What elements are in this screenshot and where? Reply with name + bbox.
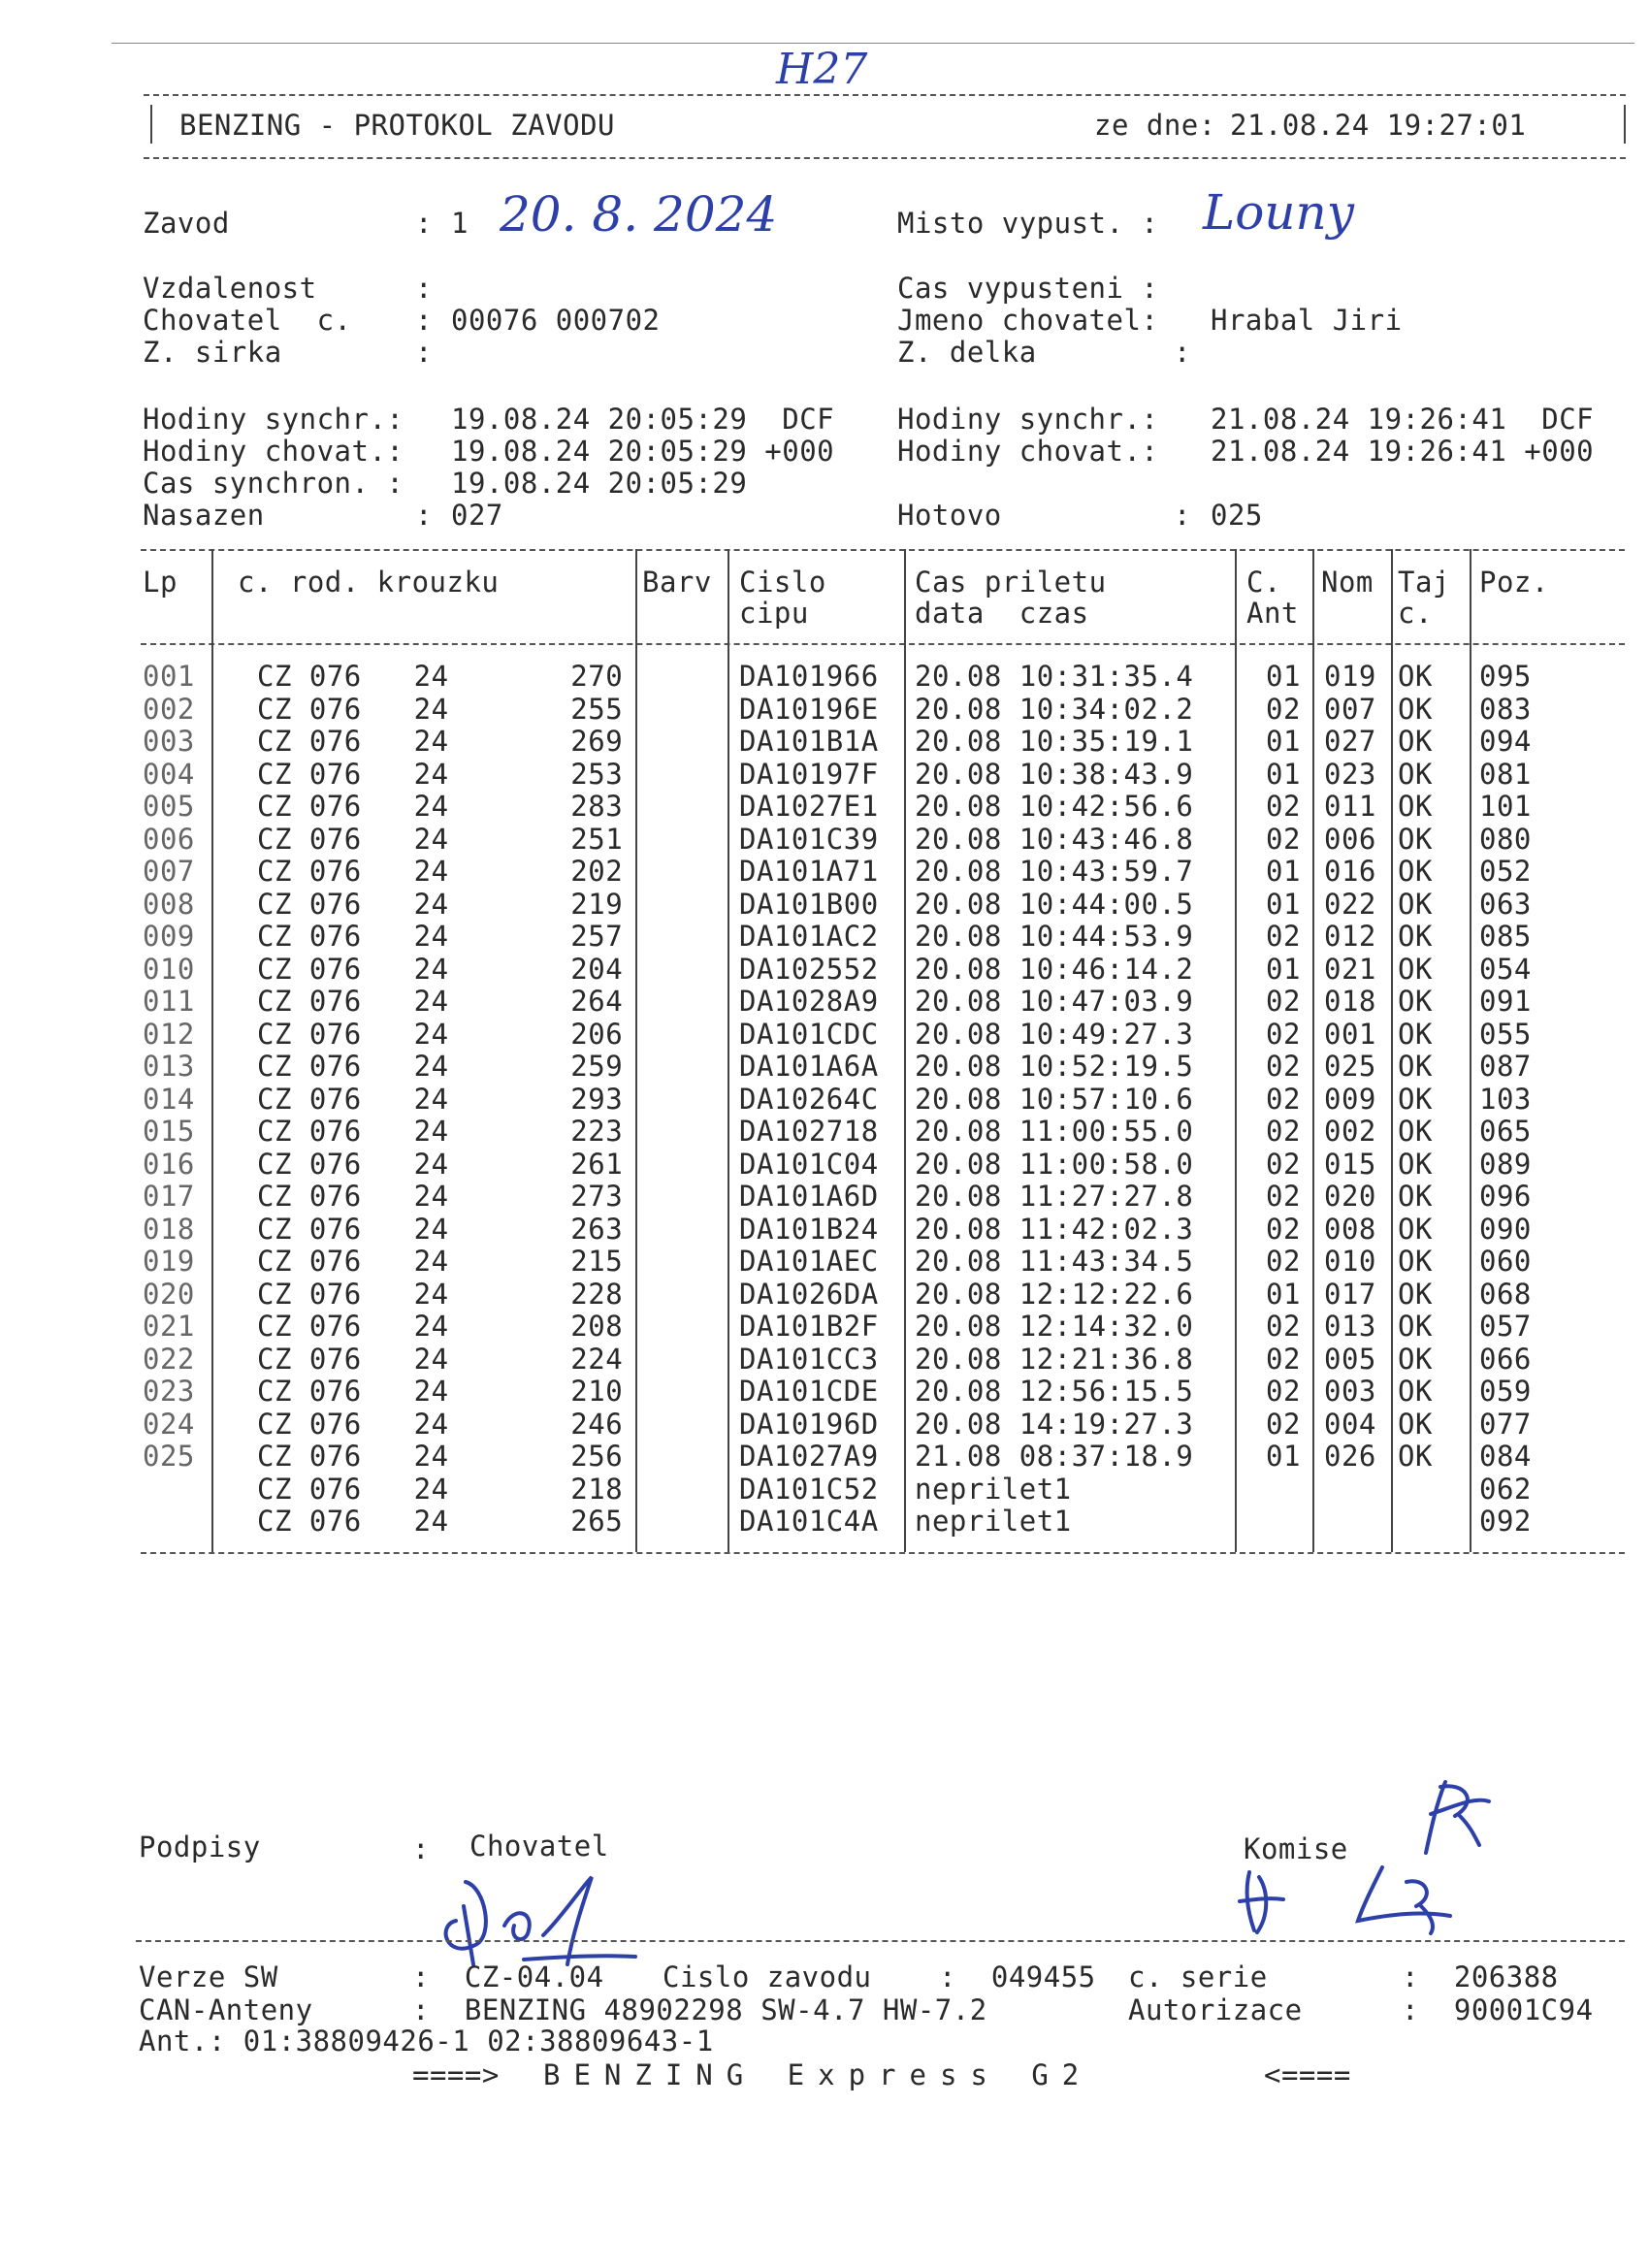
row-ring: CZ 076 24 253 — [257, 757, 624, 791]
row-ring: CZ 076 24 228 — [257, 1277, 624, 1311]
row-chip: DA101B2F — [739, 1310, 879, 1343]
komise-signature-2 — [1230, 1863, 1288, 1940]
protocol-title: BENZING - PROTOKOL ZAVODU — [179, 109, 615, 142]
row-ant: 02 — [1266, 1310, 1301, 1343]
row-ring: CZ 076 24 251 — [257, 822, 624, 856]
col-divider-taj — [1470, 549, 1471, 1552]
row-chip: DA1028A9 — [739, 985, 879, 1018]
row-ant: 02 — [1266, 1115, 1301, 1148]
col-header-ant: Ant — [1246, 597, 1299, 630]
table-header-rule — [141, 643, 1625, 645]
row-ring: CZ 076 24 215 — [257, 1245, 624, 1278]
col-header-nom: Nom — [1321, 566, 1374, 599]
table-top-rule — [141, 549, 1625, 551]
row-lp: 012 — [143, 1017, 195, 1051]
row-ant: 01 — [1266, 757, 1301, 791]
can-anteny-label: CAN-Anteny — [139, 1993, 313, 2026]
row-ring: CZ 076 24 223 — [257, 1115, 624, 1148]
row-taj: OK — [1398, 1050, 1433, 1083]
row-poz: 101 — [1479, 790, 1532, 823]
row-nom: 002 — [1324, 1115, 1376, 1148]
row-chip: DA101AC2 — [739, 920, 879, 953]
row-ring: CZ 076 24 265 — [257, 1505, 624, 1538]
header-date-value: 21.08.24 19:27:01 — [1230, 109, 1527, 142]
row-lp: 001 — [143, 660, 195, 693]
podpisy-sep: : — [412, 1832, 430, 1865]
row-chip: DA101A71 — [739, 855, 879, 888]
row-poz: 063 — [1479, 887, 1532, 921]
row-chip: DA101B00 — [739, 887, 879, 921]
zavod-value: 1 — [451, 207, 469, 240]
col-divider-ring — [635, 549, 637, 1552]
row-nom: 005 — [1324, 1342, 1376, 1376]
can-anteny-value: : BENZING 48902298 SW-4.7 HW-7.2 — [412, 1993, 987, 2026]
row-lp: 002 — [143, 692, 195, 726]
row-ring: CZ 076 24 208 — [257, 1310, 624, 1343]
row-nom: 017 — [1324, 1277, 1376, 1311]
row-time: 20.08 14:19:27.3 — [915, 1407, 1194, 1441]
row-taj: OK — [1398, 1245, 1433, 1278]
row-ant: 02 — [1266, 1147, 1301, 1181]
col-divider-time — [1235, 549, 1237, 1552]
row-taj: OK — [1398, 1147, 1433, 1181]
row-ring: CZ 076 24 259 — [257, 1050, 624, 1083]
row-taj: OK — [1398, 1180, 1433, 1213]
row-taj: OK — [1398, 822, 1433, 856]
nasazen-label: Nasazen — [143, 499, 265, 532]
col-header-krouzek: c. rod. krouzku — [238, 566, 500, 599]
delka-sep: : — [1174, 336, 1191, 369]
row-chip: DA10196E — [739, 692, 879, 726]
handwritten-place: Louny — [1203, 184, 1354, 241]
row-time: 20.08 10:49:27.3 — [915, 1017, 1194, 1051]
row-time: neprilet1 — [915, 1505, 1072, 1538]
row-taj: OK — [1398, 1342, 1433, 1376]
row-ant: 02 — [1266, 920, 1301, 953]
row-ring: CZ 076 24 210 — [257, 1375, 624, 1408]
row-poz: 081 — [1479, 757, 1532, 791]
hotovo-label: Hotovo — [897, 499, 1002, 532]
row-nom: 019 — [1324, 660, 1376, 693]
row-time: 20.08 10:52:19.5 — [915, 1050, 1194, 1083]
row-lp: 006 — [143, 822, 195, 856]
row-ring: CZ 076 24 206 — [257, 1017, 624, 1051]
row-taj: OK — [1398, 1440, 1433, 1473]
footer-rule — [136, 1940, 1625, 1942]
row-time: 20.08 12:14:32.0 — [915, 1310, 1194, 1343]
misto-label: Misto vypust. : — [897, 207, 1159, 240]
row-time: 20.08 11:43:34.5 — [915, 1245, 1194, 1278]
row-lp: 019 — [143, 1245, 195, 1278]
handwritten-top-label: H27 — [776, 45, 868, 94]
komise-signature-1 — [1377, 1777, 1494, 1855]
row-poz: 083 — [1479, 692, 1532, 726]
row-chip: DA1026DA — [739, 1277, 879, 1311]
row-chip: DA101C04 — [739, 1147, 879, 1181]
serie-label: c. serie — [1128, 1960, 1268, 1993]
row-nom: 013 — [1324, 1310, 1376, 1343]
row-poz: 066 — [1479, 1342, 1532, 1376]
row-poz: 096 — [1479, 1180, 1532, 1213]
row-lp: 011 — [143, 985, 195, 1018]
right-synchr-label: Hodiny synchr.: — [897, 403, 1159, 436]
row-ant: 01 — [1266, 952, 1301, 986]
row-lp: 017 — [143, 1180, 195, 1213]
autorizace-value: : 90001C94 — [1402, 1993, 1594, 2026]
delka-label: Z. delka — [897, 336, 1037, 369]
row-nom: 023 — [1324, 757, 1376, 791]
right-synchr-value: 21.08.24 19:26:41 DCF — [1211, 403, 1595, 436]
verze-sw-label: Verze SW — [139, 1960, 278, 1993]
col-divider-chip — [904, 549, 906, 1552]
row-lp: 021 — [143, 1310, 195, 1343]
jmeno-chovatel-value: Hrabal Jiri — [1211, 304, 1403, 337]
row-poz: 084 — [1479, 1440, 1532, 1473]
row-taj: OK — [1398, 660, 1433, 693]
row-taj: OK — [1398, 1277, 1433, 1311]
verze-sw-value: : CZ-04.04 — [412, 1960, 604, 1993]
row-time: 20.08 10:43:46.8 — [915, 822, 1194, 856]
row-lp: 010 — [143, 952, 195, 986]
row-poz: 059 — [1479, 1375, 1532, 1408]
row-ring: CZ 076 24 219 — [257, 887, 624, 921]
row-chip: DA10196D — [739, 1407, 879, 1441]
row-nom: 004 — [1324, 1407, 1376, 1441]
row-ant: 01 — [1266, 1440, 1301, 1473]
row-taj: OK — [1398, 952, 1433, 986]
row-poz: 055 — [1479, 1017, 1532, 1051]
row-lp: 005 — [143, 790, 195, 823]
row-ring: CZ 076 24 263 — [257, 1212, 624, 1246]
row-time: 20.08 10:34:02.2 — [915, 692, 1194, 726]
row-poz: 103 — [1479, 1082, 1532, 1116]
row-nom: 008 — [1324, 1212, 1376, 1246]
right-chovat-label: Hodiny chovat.: — [897, 435, 1159, 468]
row-lp: 009 — [143, 920, 195, 953]
row-lp: 025 — [143, 1440, 195, 1473]
cislo-zavodu-label: Cislo zavodu — [663, 1960, 872, 1993]
chovatel-number-sep: : — [415, 304, 433, 337]
row-ant: 02 — [1266, 1050, 1301, 1083]
row-ant: 01 — [1266, 855, 1301, 888]
row-ant: 02 — [1266, 1082, 1301, 1116]
signature-chovatel-label: Chovatel — [469, 1830, 609, 1863]
right-chovat-value: 21.08.24 19:26:41 +000 — [1211, 435, 1595, 468]
row-taj: OK — [1398, 790, 1433, 823]
row-ring: CZ 076 24 293 — [257, 1082, 624, 1116]
row-poz: 057 — [1479, 1310, 1532, 1343]
row-lp: 022 — [143, 1342, 195, 1376]
row-nom: 018 — [1324, 985, 1376, 1018]
cas-vypusteni-label: Cas vypusteni : — [897, 272, 1159, 305]
row-lp: 008 — [143, 887, 195, 921]
row-ring: CZ 076 24 261 — [257, 1147, 624, 1181]
row-chip: DA101C39 — [739, 822, 879, 856]
chovatel-signature — [417, 1867, 640, 1974]
row-poz: 085 — [1479, 920, 1532, 953]
row-ant: 02 — [1266, 1017, 1301, 1051]
row-ring: CZ 076 24 246 — [257, 1407, 624, 1441]
col-divider-barv — [728, 549, 729, 1552]
row-nom: 026 — [1324, 1440, 1376, 1473]
col-header-c: C. — [1246, 566, 1281, 599]
col-header-taj-c: c. — [1398, 597, 1433, 630]
komise-signature-3 — [1353, 1858, 1460, 1935]
nasazen-value: 027 — [451, 499, 503, 532]
row-lp: 014 — [143, 1082, 195, 1116]
row-time: 20.08 10:46:14.2 — [915, 952, 1194, 986]
col-header-cas: Cas priletu — [915, 566, 1107, 599]
row-time: 20.08 10:38:43.9 — [915, 757, 1194, 791]
row-chip: DA101A6D — [739, 1180, 879, 1213]
row-time: 20.08 10:44:53.9 — [915, 920, 1194, 953]
row-taj: OK — [1398, 920, 1433, 953]
row-chip: DA101B24 — [739, 1212, 879, 1246]
nasazen-sep: : — [415, 499, 433, 532]
row-taj: OK — [1398, 1212, 1433, 1246]
sirka-label: Z. sirka — [143, 336, 282, 369]
row-time: 20.08 10:47:03.9 — [915, 985, 1194, 1018]
row-time: 20.08 10:31:35.4 — [915, 660, 1194, 693]
row-time: 20.08 10:44:00.5 — [915, 887, 1194, 921]
row-ring: CZ 076 24 283 — [257, 790, 624, 823]
col-header-cipu: cipu — [739, 597, 809, 630]
row-taj: OK — [1398, 1017, 1433, 1051]
col-header-taj: Taj — [1398, 566, 1450, 599]
vzdalenost-sep: : — [415, 272, 433, 305]
row-time: 20.08 10:57:10.6 — [915, 1082, 1194, 1116]
row-time: 20.08 10:42:56.6 — [915, 790, 1194, 823]
row-ant: 02 — [1266, 1375, 1301, 1408]
row-lp: 023 — [143, 1375, 195, 1408]
row-nom: 007 — [1324, 692, 1376, 726]
row-chip: DA101CDE — [739, 1375, 879, 1408]
row-ant: 02 — [1266, 1342, 1301, 1376]
left-chovat-label: Hodiny chovat.: — [143, 435, 404, 468]
row-ant: 01 — [1266, 725, 1301, 758]
left-chovat-value: 19.08.24 20:05:29 +000 — [451, 435, 835, 468]
brand-arrow-right: <==== — [1264, 2058, 1351, 2091]
row-nom: 025 — [1324, 1050, 1376, 1083]
row-time: 20.08 12:21:36.8 — [915, 1342, 1194, 1376]
row-poz: 065 — [1479, 1115, 1532, 1148]
row-ant: 01 — [1266, 1277, 1301, 1311]
row-taj: OK — [1398, 1310, 1433, 1343]
row-taj: OK — [1398, 1115, 1433, 1148]
row-ant: 02 — [1266, 1212, 1301, 1246]
row-ring: CZ 076 24 257 — [257, 920, 624, 953]
left-synchr-label: Hodiny synchr.: — [143, 403, 404, 436]
row-taj: OK — [1398, 985, 1433, 1018]
hotovo-sep: : — [1174, 499, 1191, 532]
row-chip: DA101C52 — [739, 1472, 879, 1506]
signature-komise-label: Komise — [1244, 1832, 1348, 1865]
row-nom: 012 — [1324, 920, 1376, 953]
col-header-poz: Poz. — [1479, 566, 1549, 599]
row-chip: DA101AEC — [739, 1245, 879, 1278]
row-lp: 024 — [143, 1407, 195, 1441]
col-header-data-czas: data czas — [915, 597, 1089, 630]
row-taj: OK — [1398, 1375, 1433, 1408]
row-nom: 010 — [1324, 1245, 1376, 1278]
row-taj: OK — [1398, 887, 1433, 921]
cas-synchron-value: 19.08.24 20:05:29 — [451, 467, 748, 500]
serie-value: : 206388 — [1402, 1960, 1559, 1993]
row-ant: 02 — [1266, 985, 1301, 1018]
row-time: neprilet1 — [915, 1472, 1072, 1506]
row-chip: DA10197F — [739, 757, 879, 791]
row-time: 20.08 10:35:19.1 — [915, 725, 1194, 758]
row-ring: CZ 076 24 270 — [257, 660, 624, 693]
row-nom: 001 — [1324, 1017, 1376, 1051]
row-time: 20.08 10:43:59.7 — [915, 855, 1194, 888]
cislo-zavodu-value: : 049455 — [939, 1960, 1096, 1993]
row-lp: 004 — [143, 757, 195, 791]
row-nom: 009 — [1324, 1082, 1376, 1116]
row-chip: DA101966 — [739, 660, 879, 693]
podpisy-label: Podpisy — [139, 1831, 261, 1863]
row-nom: 003 — [1324, 1375, 1376, 1408]
row-chip: DA101A6A — [739, 1050, 879, 1083]
row-ring: CZ 076 24 218 — [257, 1472, 624, 1506]
row-ant: 02 — [1266, 1407, 1301, 1441]
row-lp: 020 — [143, 1277, 195, 1311]
row-chip: DA102552 — [739, 952, 879, 986]
cas-synchron-label: Cas synchron. : — [143, 467, 404, 500]
col-header-lp: Lp — [143, 566, 178, 599]
row-ring: CZ 076 24 224 — [257, 1342, 624, 1376]
row-time: 20.08 11:00:55.0 — [915, 1115, 1194, 1148]
hotovo-value: 025 — [1211, 499, 1263, 532]
row-poz: 094 — [1479, 725, 1532, 758]
row-lp: 013 — [143, 1050, 195, 1083]
col-divider-nom — [1391, 549, 1393, 1552]
row-nom: 022 — [1324, 887, 1376, 921]
col-header-cislo: Cislo — [739, 566, 826, 599]
brand-text: BENZING Express G2 — [543, 2058, 1093, 2091]
row-ring: CZ 076 24 255 — [257, 692, 624, 726]
row-chip: DA101B1A — [739, 725, 879, 758]
row-lp: 018 — [143, 1212, 195, 1246]
row-nom: 020 — [1324, 1180, 1376, 1213]
left-synchr-value: 19.08.24 20:05:29 DCF — [451, 403, 835, 436]
row-ring: CZ 076 24 269 — [257, 725, 624, 758]
row-taj: OK — [1398, 855, 1433, 888]
row-poz: 092 — [1479, 1505, 1532, 1538]
row-nom: 011 — [1324, 790, 1376, 823]
row-time: 20.08 12:12:22.6 — [915, 1277, 1194, 1311]
row-ring: CZ 076 24 273 — [257, 1180, 624, 1213]
row-ant: 01 — [1266, 660, 1301, 693]
row-ant: 02 — [1266, 1245, 1301, 1278]
row-lp: 016 — [143, 1147, 195, 1181]
row-chip: DA101CC3 — [739, 1342, 879, 1376]
row-poz: 068 — [1479, 1277, 1532, 1311]
table-bottom-rule — [141, 1552, 1625, 1554]
col-header-barv: Barv — [642, 566, 712, 599]
row-chip: DA1027A9 — [739, 1440, 879, 1473]
zavod-sep: : — [415, 207, 433, 240]
row-nom: 027 — [1324, 725, 1376, 758]
row-chip: DA101C4A — [739, 1505, 879, 1538]
row-time: 20.08 11:42:02.3 — [915, 1212, 1194, 1246]
row-ant: 01 — [1266, 887, 1301, 921]
row-poz: 089 — [1479, 1147, 1532, 1181]
autorizace-label: Autorizace — [1128, 1993, 1303, 2026]
sirka-sep: : — [415, 336, 433, 369]
antenna-line: Ant.: 01:38809426-1 02:38809643-1 — [139, 2025, 714, 2057]
row-taj: OK — [1398, 725, 1433, 758]
row-ring: CZ 076 24 204 — [257, 952, 624, 986]
row-lp: 007 — [143, 855, 195, 888]
row-poz: 080 — [1479, 822, 1532, 856]
row-time: 20.08 11:27:27.8 — [915, 1180, 1194, 1213]
col-divider-lp — [211, 549, 213, 1552]
jmeno-chovatel-label: Jmeno chovatel: — [897, 304, 1159, 337]
row-poz: 087 — [1479, 1050, 1532, 1083]
row-taj: OK — [1398, 1407, 1433, 1441]
row-ant: 02 — [1266, 822, 1301, 856]
row-ant: 02 — [1266, 692, 1301, 726]
row-chip: DA101CDC — [739, 1017, 879, 1051]
row-chip: DA10264C — [739, 1082, 879, 1116]
row-time: 20.08 11:00:58.0 — [915, 1147, 1194, 1181]
row-taj: OK — [1398, 1082, 1433, 1116]
row-poz: 095 — [1479, 660, 1532, 693]
row-poz: 091 — [1479, 985, 1532, 1018]
row-lp: 015 — [143, 1115, 195, 1148]
row-poz: 077 — [1479, 1407, 1532, 1441]
row-nom: 015 — [1324, 1147, 1376, 1181]
chovatel-number-label: Chovatel c. — [143, 304, 352, 337]
row-ring: CZ 076 24 202 — [257, 855, 624, 888]
row-nom: 021 — [1324, 952, 1376, 986]
row-chip: DA102718 — [739, 1115, 879, 1148]
row-ring: CZ 076 24 256 — [257, 1440, 624, 1473]
row-ant: 02 — [1266, 1180, 1301, 1213]
row-poz: 060 — [1479, 1245, 1532, 1278]
zavod-label: Zavod — [143, 207, 230, 240]
row-poz: 052 — [1479, 855, 1532, 888]
row-chip: DA1027E1 — [739, 790, 879, 823]
row-poz: 090 — [1479, 1212, 1532, 1246]
header-date-label: ze dne: — [1094, 109, 1216, 142]
brand-arrow-left: ====> — [412, 2058, 500, 2091]
row-time: 21.08 08:37:18.9 — [915, 1440, 1194, 1473]
row-taj: OK — [1398, 757, 1433, 791]
vzdalenost-label: Vzdalenost — [143, 272, 317, 305]
row-time: 20.08 12:56:15.5 — [915, 1375, 1194, 1408]
row-nom: 016 — [1324, 855, 1376, 888]
row-taj: OK — [1398, 692, 1433, 726]
row-poz: 062 — [1479, 1472, 1532, 1506]
row-poz: 054 — [1479, 952, 1532, 986]
row-ring: CZ 076 24 264 — [257, 985, 624, 1018]
row-ant: 02 — [1266, 790, 1301, 823]
handwritten-date: 20. 8. 2024 — [500, 186, 778, 243]
row-lp: 003 — [143, 725, 195, 758]
row-nom: 006 — [1324, 822, 1376, 856]
col-divider-ant — [1312, 549, 1314, 1552]
chovatel-number-value: 00076 000702 — [451, 304, 661, 337]
